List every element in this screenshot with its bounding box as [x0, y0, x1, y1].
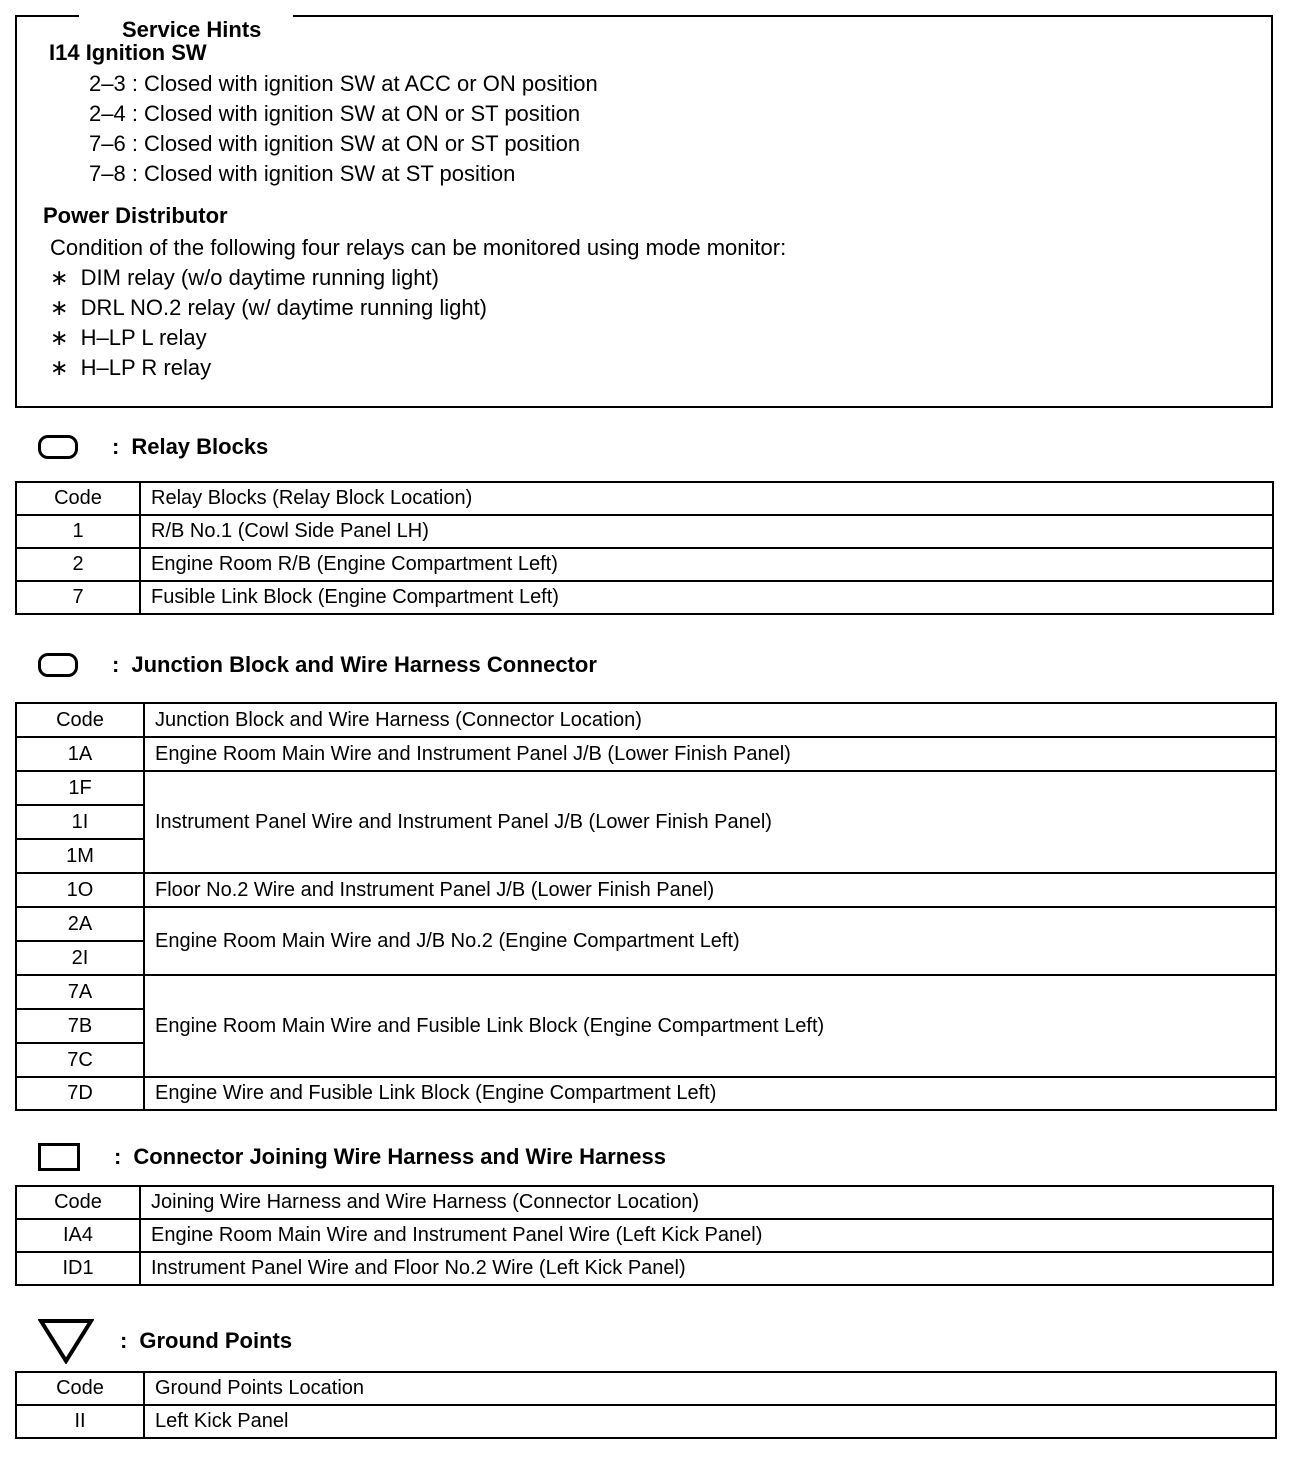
- relay-blocks-table: [15, 481, 1274, 615]
- service-hints-title: Service Hints: [122, 17, 262, 42]
- ignition-heading: I14 Ignition SW: [49, 40, 207, 65]
- table-row: [16, 873, 1276, 907]
- table-row: [16, 548, 1273, 581]
- relay-item: [50, 355, 211, 381]
- bullet: ∗: [50, 325, 69, 350]
- code-cell: 1O: [16, 873, 144, 907]
- table-row: [16, 771, 1276, 805]
- relay-item-label: DRL NO.2 relay (w/ daytime running light): [80, 295, 488, 320]
- location-cell: Engine Wire and Fusible Link Block (Engine Compartment Left): [144, 1077, 1276, 1110]
- relay-item: [50, 325, 207, 351]
- power-intro: Condition of the following four relays can be monitored using mode monitor:: [50, 235, 787, 260]
- location-cell: Instrument Panel Wire and Floor No.2 Wire (Left Kick Panel): [140, 1252, 1273, 1285]
- code-cell: 7D: [16, 1077, 144, 1110]
- section-title: Ground Points: [139, 1328, 293, 1353]
- section-title: Connector Joining Wire Harness and Wire Harness: [133, 1144, 666, 1169]
- connector-symbol-icon: [38, 1143, 80, 1171]
- bullet: ∗: [50, 265, 69, 290]
- location-cell: Engine Room Main Wire and Instrument Panel J/B (Lower Finish Panel): [144, 737, 1276, 771]
- power-heading: Power Distributor: [43, 203, 228, 228]
- location-cell: Engine Room R/B (Engine Compartment Left): [140, 548, 1273, 581]
- colon: :: [120, 1328, 128, 1353]
- ignition-line: 2–3 : Closed with ignition SW at ACC or ON position: [89, 71, 598, 96]
- header-location: Relay Blocks (Relay Block Location): [140, 482, 1273, 515]
- junction-heading: [38, 652, 597, 678]
- ground-table: [15, 1371, 1277, 1439]
- ground-heading: [38, 1318, 292, 1364]
- table-row: [16, 975, 1276, 1009]
- location-cell: Engine Room Main Wire and Fusible Link Block (Engine Compartment Left): [144, 975, 1276, 1077]
- location-cell: Engine Room Main Wire and J/B No.2 (Engine Compartment Left): [144, 907, 1276, 975]
- table-row: [16, 1219, 1273, 1252]
- header-code: Code: [16, 1186, 140, 1219]
- location-cell: R/B No.1 (Cowl Side Panel LH): [140, 515, 1273, 548]
- code-cell: ID1: [16, 1252, 140, 1285]
- code-cell: 7: [16, 581, 140, 614]
- code-cell: 7A: [16, 975, 144, 1009]
- bullet: ∗: [50, 295, 69, 320]
- table-row: [16, 581, 1273, 614]
- code-cell: 1A: [16, 737, 144, 771]
- table-row: [16, 737, 1276, 771]
- code-cell: II: [16, 1405, 144, 1438]
- bullet: ∗: [50, 355, 69, 380]
- junction-block-symbol-icon: [38, 653, 78, 677]
- header-code: Code: [16, 703, 144, 737]
- colon: :: [112, 434, 120, 459]
- service-hints-box: [15, 15, 1273, 408]
- code-cell: 1I: [16, 805, 144, 839]
- table-row: [16, 1405, 1276, 1438]
- relay-item-label: DIM relay (w/o daytime running light): [80, 265, 439, 290]
- colon: :: [114, 1144, 122, 1169]
- code-cell: 7B: [16, 1009, 144, 1043]
- ignition-line: 2–4 : Closed with ignition SW at ON or ST position: [89, 101, 581, 126]
- code-cell: 2: [16, 548, 140, 581]
- junction-table: [15, 702, 1277, 1111]
- header-location: Junction Block and Wire Harness (Connector Location): [144, 703, 1276, 737]
- location-cell: Engine Room Main Wire and Instrument Panel Wire (Left Kick Panel): [140, 1219, 1273, 1252]
- code-cell: IA4: [16, 1219, 140, 1252]
- table-row: [16, 907, 1276, 941]
- ignition-line: 7–8 : Closed with ignition SW at ST position: [89, 161, 516, 186]
- code-cell: 2A: [16, 907, 144, 941]
- relay-item-label: H–LP L relay: [80, 325, 207, 350]
- table-row: [16, 1252, 1273, 1285]
- code-cell: 1M: [16, 839, 144, 873]
- ignition-line: 7–6 : Closed with ignition SW at ON or ST position: [89, 131, 581, 156]
- relay-item: [50, 295, 487, 321]
- connector-table: [15, 1185, 1274, 1286]
- relay-block-symbol-icon: [38, 435, 78, 459]
- code-cell: 1F: [16, 771, 144, 805]
- header-code: Code: [16, 482, 140, 515]
- section-title: Junction Block and Wire Harness Connector: [131, 652, 597, 677]
- ground-triangle-icon: [38, 1318, 94, 1364]
- location-cell: Floor No.2 Wire and Instrument Panel J/B (Lower Finish Panel): [144, 873, 1276, 907]
- header-location: Joining Wire Harness and Wire Harness (Connector Location): [140, 1186, 1273, 1219]
- code-cell: 7C: [16, 1043, 144, 1077]
- colon: :: [112, 652, 120, 677]
- table-header-row: [16, 482, 1273, 515]
- table-row: [16, 515, 1273, 548]
- relay-item-label: H–LP R relay: [80, 355, 212, 380]
- section-title: Relay Blocks: [131, 434, 269, 459]
- code-cell: 2I: [16, 941, 144, 975]
- header-code: Code: [16, 1372, 144, 1405]
- header-location: Ground Points Location: [144, 1372, 1276, 1405]
- relay-item: [50, 265, 439, 291]
- code-cell: 1: [16, 515, 140, 548]
- location-cell: Instrument Panel Wire and Instrument Panel J/B (Lower Finish Panel): [144, 771, 1276, 873]
- relay-blocks-heading: [38, 434, 268, 460]
- connector-heading: [38, 1143, 666, 1171]
- location-cell: Fusible Link Block (Engine Compartment Left): [140, 581, 1273, 614]
- location-cell: Left Kick Panel: [144, 1405, 1276, 1438]
- table-row: [16, 1077, 1276, 1110]
